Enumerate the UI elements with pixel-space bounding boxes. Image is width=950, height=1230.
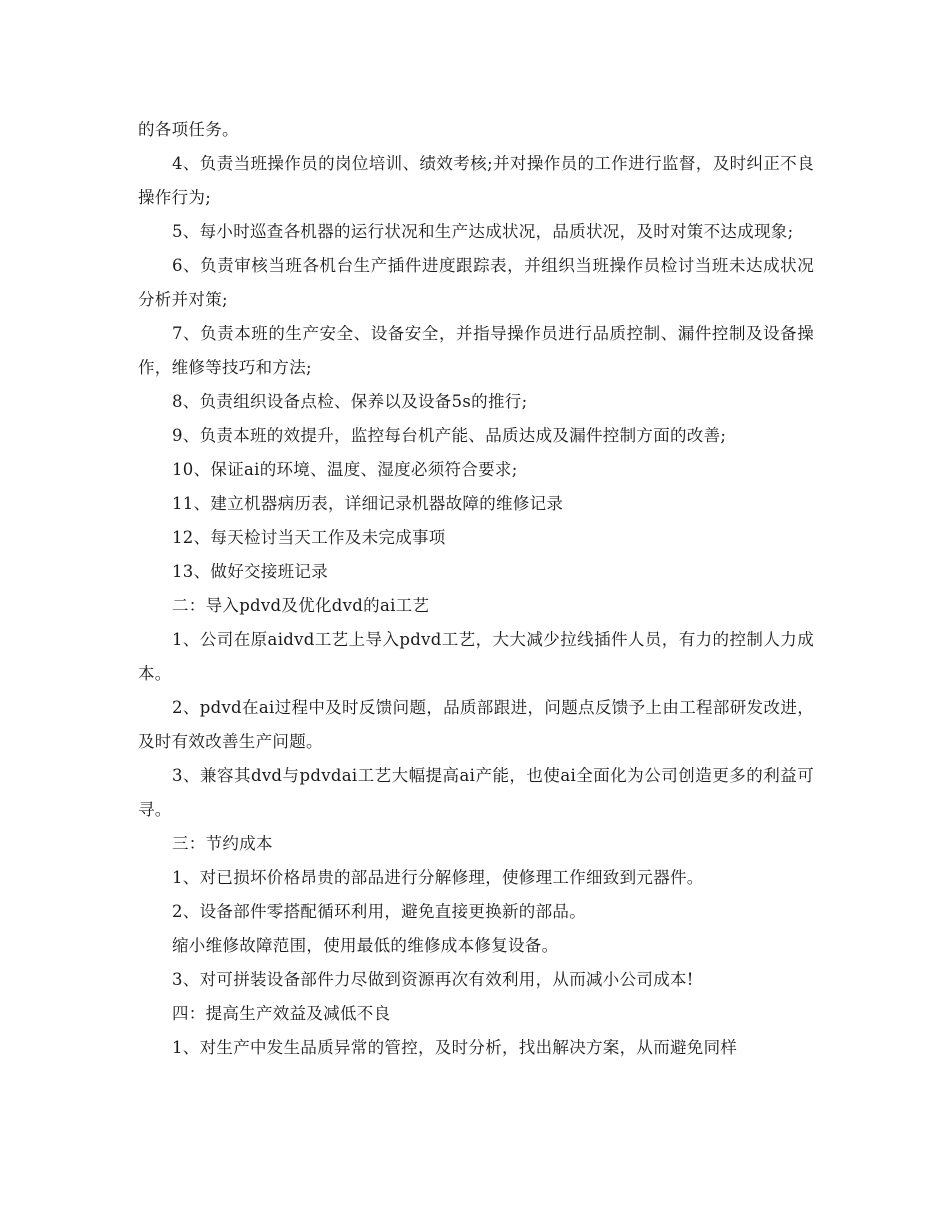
paragraph: 9、负责本班的效提升，监控每台机产能、品质达成及漏件控制方面的改善; [172,426,727,445]
paragraph: 3、兼容其dvd与pdvdai工艺大幅提高ai产能，也使ai全面化为公司创造更多的利益可寻。 [138,766,814,819]
paragraph: 4、负责当班操作员的岗位培训、绩效考核;并对操作员的工作进行监督，及时纠正不良操作行为; [138,154,814,207]
section-heading: 四：提高生产效益及减低不良 [172,1004,391,1023]
paragraph: 3、对可拼装设备部件力尽做到资源再次有效利用，从而减小公司成本! [172,970,694,989]
paragraph: 1、对生产中发生品质异常的管控，及时分析，找出解决方案，从而避免同样 [172,1038,738,1057]
paragraph: 2、设备部件零搭配循环利用，避免直接更换新的部品。 [172,902,586,921]
paragraph: 8、负责组织设备点检、保养以及设备5s的推行; [172,392,528,411]
document-body [138,113,814,1065]
paragraph: 12、每天检讨当天工作及未完成事项 [172,528,446,547]
paragraph: 11、建立机器病历表，详细记录机器故障的维修记录 [172,494,564,513]
paragraph: 7、负责本班的生产安全、设备安全，并指导操作员进行品质控制、漏件控制及设备操作，维修等技巧和方法; [138,324,814,377]
section-heading: 三：节约成本 [172,834,273,853]
paragraph: 的各项任务。 [138,120,239,139]
paragraph: 10、保证ai的环境、温度、湿度必须符合要求; [172,460,518,479]
paragraph: 2、pdvd在ai过程中及时反馈问题，品质部跟进，问题点反馈予上由工程部研发改进，及时有效改善生产问题。 [138,698,814,751]
paragraph: 6、负责审核当班各机台生产插件进度跟踪表，并组织当班操作员检讨当班未达成状况分析并对策; [138,256,814,309]
paragraph: 5、每小时巡查各机器的运行状况和生产达成状况，品质状况，及时对策不达成现象; [172,222,794,241]
paragraph: 1、对已损坏价格昂贵的部品进行分解修理，使修理工作细致到元器件。 [172,868,704,887]
paragraph: 缩小维修故障范围，使用最低的维修成本修复设备。 [172,936,559,955]
paragraph: 13、做好交接班记录 [172,562,328,581]
paragraph: 1、公司在原aidvd工艺上导入pdvd工艺，大大减少拉线插件人员，有力的控制人力成本。 [138,630,814,683]
section-heading: 二：导入pdvd及优化dvd的ai工艺 [172,596,430,615]
